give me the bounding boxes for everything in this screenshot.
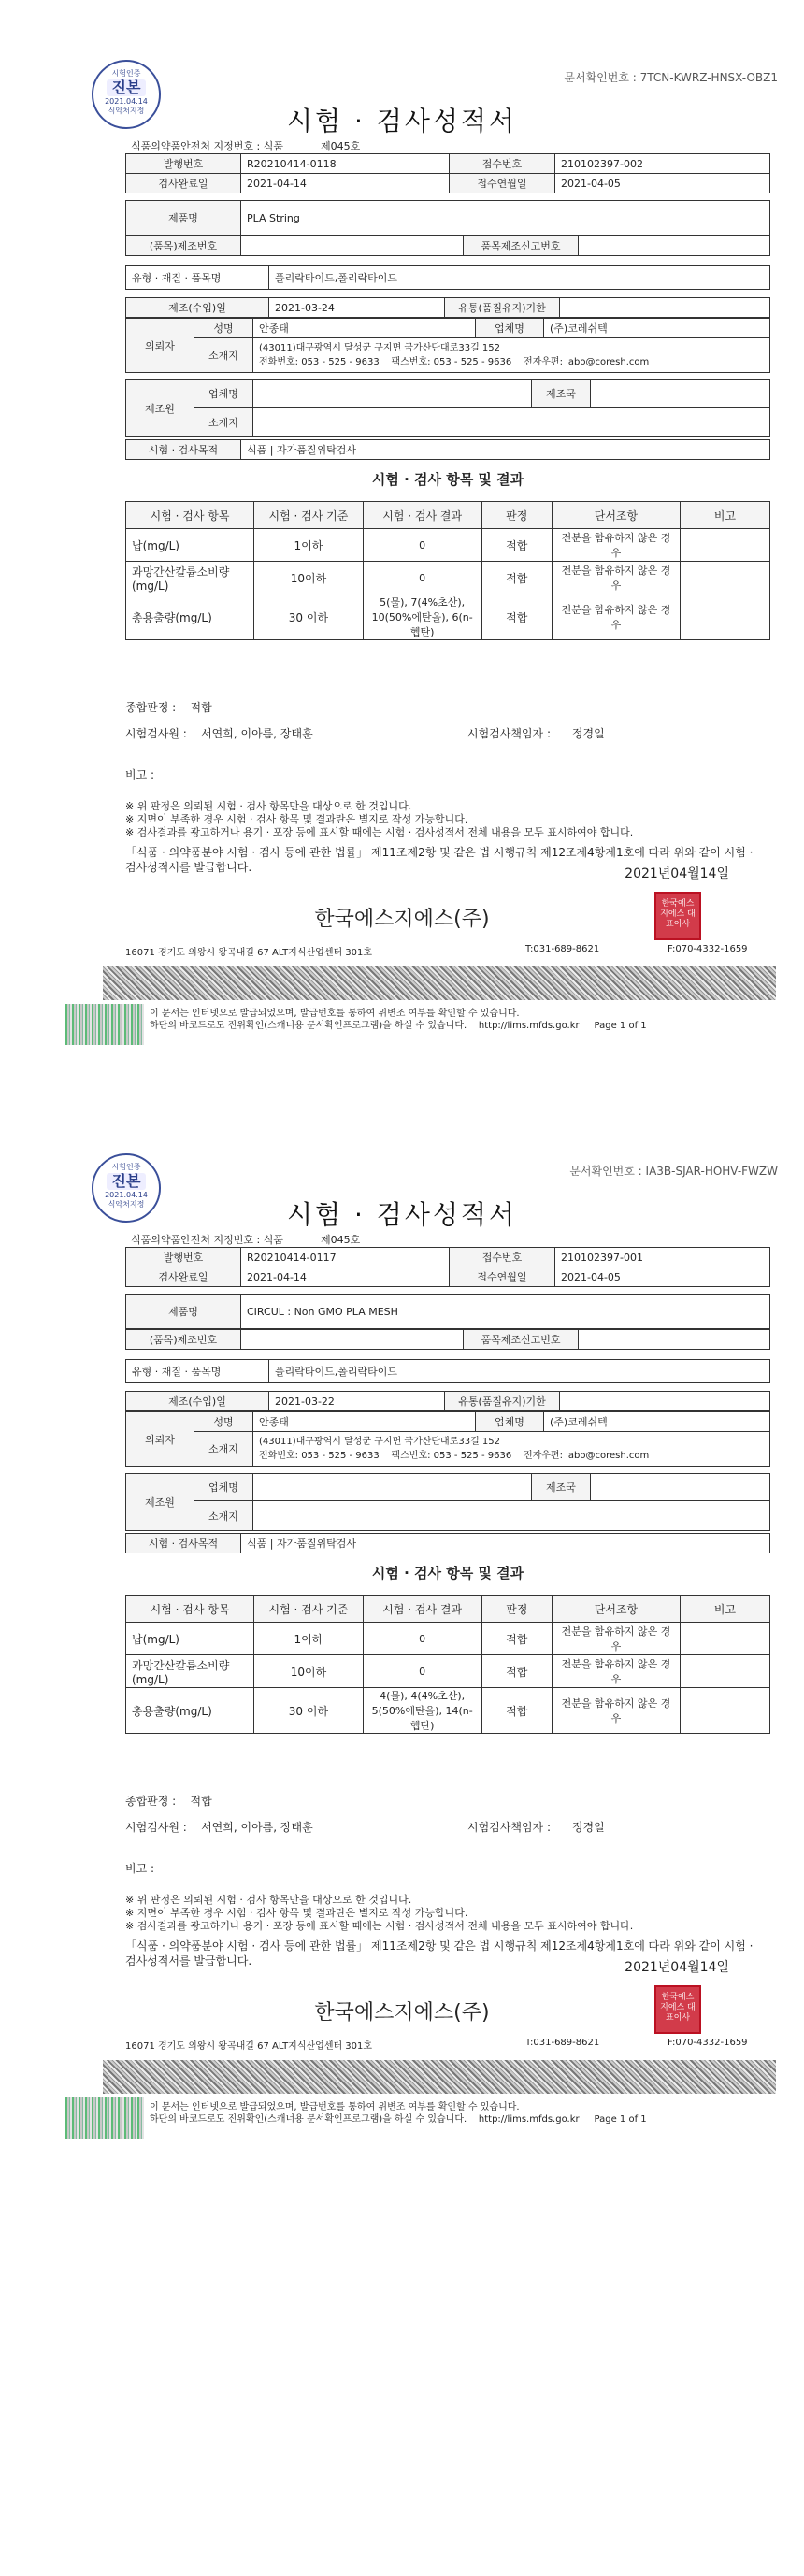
verification-notice: 이 문서는 인터넷으로 발급되었으며, 발급번호를 통하여 위변조 여부를 확인할 수 있습니다. 하단의 바코드로도 진위확인(스캐너용 문서확인프로그램)을 하실 수 있습니다. http://lims.mfds.go.kr Page 1 of 1 (150, 2102, 647, 2125)
results-cell-result: 5(물), 7(4%초산), 10(50%에탄올), 6(n-헵탄) (363, 594, 481, 640)
results-header-cell: 비고 (681, 502, 770, 529)
results-table (125, 1595, 770, 1734)
overall-judgment: 종합판정 : 적합 (125, 1795, 212, 1808)
results-title: 시험 · 검사 항목 및 결과 (371, 1565, 524, 1581)
notes: ※ 위 판정은 의뢰된 시험 · 검사 항목만을 대상으로 한 것입니다. ※ 지면이 부족한 경우 시험 · 검사 항목 및 결과란은 별지로 작성 가능합니다. ※ 검사결과를 광고하거나 용기 · 포장 등에 표시할 때에는 시험 · 검사성적서 전체 내용을 모두 표시하여야 합니다. (125, 1894, 634, 1932)
results-row (126, 1623, 770, 1655)
client-table: 의뢰자 성명 안종태 업체명 (주)코레쉬텍 소재지 (43011)대구광역시 달성군 구지면 국가산단대로33길 152 전화번호: 053 - 525 - 9633 팩스번호: 053 - 525 - 9636 전자우편: labo@coresh.com (125, 318, 770, 373)
verification-notice: 이 문서는 인터넷으로 발급되었으며, 발급번호를 통하여 위변조 여부를 확인할 수 있습니다. 하단의 바코드로도 진위확인(스캐너용 문서확인프로그램)을 하실 수 있습니다. http://lims.mfds.go.kr Page 1 of 1 (150, 1009, 647, 1031)
document-confirm-number: 문서확인번호 : IA3B-SJAR-HOHV-FWZW (569, 1165, 778, 1178)
results-row (126, 1688, 770, 1734)
results-cell-note (681, 562, 770, 594)
results-cell-note (681, 1655, 770, 1688)
results-cell-item: 과망간산칼륨소비량(mg/L) (126, 562, 254, 594)
results-cell-note (681, 1688, 770, 1734)
legal-statement: 「식품 · 의약품분야 시험 · 검사 등에 관한 법률」 제11조제2항 및 같은 법 시행규칙 제12조제4항제1호에 따라 위와 같이 시험 · 검사성적서를 발급합니다. (125, 846, 754, 874)
type-table: 유형 · 재질 · 품목명 폴리락타이드,폴리락타이드 (125, 265, 770, 290)
certificate-page-1: 문서확인번호 : 7TCN-KWRZ-HNSX-OBZ1 시험인증 진본 2021.04.14 식약처지정 시험 · 검사성적서 식품의약품안전처 지정번호 : 식품 제045호 발행번호 R20210414-0118 접수번호 210102397-002 검사완료일 2021-04-14 접수연월일 2021-04-05 제품명 PLA String (품목)제조번호 품목제조신고번호 유형 · 재질 · 품목명 폴리락타이드,폴리락타이드 제조(수입)일 2021-03-24 유통(품질유지)기한 의뢰자 성명 안종태 업체명 (주)코레쉬텍 소재지 (43011)대구광역시 달성군 구지면 국가산단대로33길 152 전화번호: 053 - 525 - 9633 팩스번호: 053 - 525 - 9636 전자우편: labo@coresh.com 제조원 업체명 제조국 소재지 시험 · 검사목적 식품 | 자가품질위탁검사 시험 · 검사 항목 및 결과 시험 · 검사 항목 시험 · 검사 기준 시험 · 검사 결과 판정 단서조항 비고 납(mg/L) 1이하 0 적합 전분을 함유하지 않은 경우 과망간산칼륨소비량(mg/L) 10이하 0 적합 전분을 함유하지 않은 경우 총용출량(mg/L) 30 이하 5(물), 7(4%초산), 10(50%에탄올), 6(n-헵탄) 적합 전분을 함유하지 않은 경우 종합판정 : 적합 시험검사원 : 서연희, 이아름, 장태훈 시험검사책임자 : 정경일 비고 : ※ 위 판정은 의뢰된 시험 · 검사 항목만을 대상으로 한 것입니다. ※ 지면이 부족한 경우 시험 · 검사 항목 및 결과란은 별지로 작성 가능합니다. ※ 검사결과를 광고하거나 용기 · 포장 등에 표시할 때에는 시험 · 검사성적서 전체 내용을 모두 표시하여야 합니다. 「식품 · 의약품분야 시험 · 검사 등에 관한 법률」 제11조제2항 및 같은 법 시행규칙 제12조제4항제1호에 따라 위와 같이 시험 · 검사성적서를 발급합니다. 2021년04월14일 한국에스지에스(주) 한국에스지에스 대표이사 16071 경기도 의왕시 왕곡내길 67 ALT지식산업센터 301호 T:031-689-8621 F:070-4332-1659 이 문서는 인터넷으로 발급되었으며, 발급번호를 통하여 위변조 여부를 확인할 수 있습니다. 하단의 바코드로도 진위확인(스캐너용 문서확인프로그램)을 하실 수 있습니다. http://lims.mfds.go.kr Page 1 of 1 (0, 0, 804, 1094)
results-cell-proviso: 전분을 함유하지 않은 경우 (552, 1655, 680, 1688)
results-cell-item: 납(mg/L) (126, 1623, 254, 1655)
authenticity-seal-icon: 시험인증 진본 2021.04.14 식약처지정 (92, 1153, 161, 1223)
results-cell-judge: 적합 (481, 529, 552, 562)
remarks: 비고 : (125, 1862, 155, 1875)
results-cell-judge: 적합 (481, 1688, 552, 1734)
designation-line: 식품의약품안전처 지정번호 : 식품 제045호 (131, 1234, 361, 1246)
results-cell-judge: 적합 (481, 1623, 552, 1655)
authenticity-seal-icon: 시험인증 진본 2021.04.14 식약처지정 (92, 60, 161, 129)
results-cell-std: 1이하 (254, 1623, 364, 1655)
verify-link[interactable]: http://lims.mfds.go.kr (478, 1021, 580, 1031)
type-table: 유형 · 재질 · 품목명 폴리락타이드,폴리락타이드 (125, 1359, 770, 1383)
results-row (126, 562, 770, 594)
results-row (126, 529, 770, 562)
testers: 시험검사원 : 서연희, 이아름, 장태훈 (125, 1821, 313, 1834)
results-cell-proviso: 전분을 함유하지 않은 경우 (552, 594, 680, 640)
results-header-cell: 시험 · 검사 결과 (363, 1596, 481, 1623)
product-table: 제품명 PLA String (125, 200, 770, 236)
results-header-cell: 비고 (681, 1596, 770, 1623)
results-cell-proviso: 전분을 함유하지 않은 경우 (552, 1623, 680, 1655)
info-table: 발행번호 R20210414-0118 접수번호 210102397-002 검사완료일 2021-04-14 접수연월일 2021-04-05 (125, 153, 770, 193)
results-cell-result: 4(물), 4(4%초산), 5(50%에탄올), 14(n-헵탄) (363, 1688, 481, 1734)
page-number: Page 1 of 1 (594, 1021, 647, 1031)
results-header-cell: 판정 (481, 1596, 552, 1623)
company-stamp-icon: 한국에스지에스 대표이사 (654, 892, 701, 940)
organization-name: 한국에스지에스(주) (314, 2001, 490, 2025)
results-header-cell: 단서조항 (552, 1596, 680, 1623)
purpose-table: 시험 · 검사목적 식품 | 자가품질위탁검사 (125, 1533, 770, 1553)
results-table (125, 501, 770, 640)
results-cell-std: 30 이하 (254, 1688, 364, 1734)
document-title: 시험 · 검사성적서 (286, 106, 518, 136)
issue-date: 2021년04월14일 (625, 1960, 729, 1975)
results-cell-std: 1이하 (254, 529, 364, 562)
results-cell-result: 0 (363, 562, 481, 594)
report-no-table: (품목)제조번호 품목제조신고번호 (125, 236, 770, 256)
results-cell-judge: 적합 (481, 594, 552, 640)
report-no-table: (품목)제조번호 품목제조신고번호 (125, 1329, 770, 1350)
info-table: 발행번호 R20210414-0117 접수번호 210102397-001 검사완료일 2021-04-14 접수연월일 2021-04-05 (125, 1247, 770, 1287)
results-cell-note (681, 594, 770, 640)
page-number: Page 1 of 1 (594, 2114, 647, 2125)
results-header-cell: 시험 · 검사 항목 (126, 502, 254, 529)
company-stamp-icon: 한국에스지에스 대표이사 (654, 1985, 701, 2034)
results-cell-item: 총용출량(mg/L) (126, 1688, 254, 1734)
results-header-cell: 판정 (481, 502, 552, 529)
security-barcode-icon (103, 966, 776, 1000)
results-row (126, 594, 770, 640)
results-header-cell: 시험 · 검사 기준 (254, 502, 364, 529)
overall-judgment: 종합판정 : 적합 (125, 701, 212, 714)
results-header-cell: 단서조항 (552, 502, 680, 529)
certificate-page-2: 문서확인번호 : IA3B-SJAR-HOHV-FWZW 시험인증 진본 2021.04.14 식약처지정 시험 · 검사성적서 식품의약품안전처 지정번호 : 식품 제045호 발행번호 R20210414-0117 접수번호 210102397-001 검사완료일 2021-04-14 접수연월일 2021-04-05 제품명 CIRCUL : Non GMO PLA MESH (품목)제조번호 품목제조신고번호 유형 · 재질 · 품목명 폴리락타이드,폴리락타이드 제조(수입)일 2021-03-22 유통(품질유지)기한 의뢰자 성명 안종태 업체명 (주)코레쉬텍 소재지 (43011)대구광역시 달성군 구지면 국가산단대로33길 152 전화번호: 053 - 525 - 9633 팩스번호: 053 - 525 - 9636 전자우편: labo@coresh.com 제조원 업체명 제조국 소재지 시험 · 검사목적 식품 | 자가품질위탁검사 시험 · 검사 항목 및 결과 시험 · 검사 항목 시험 · 검사 기준 시험 · 검사 결과 판정 단서조항 비고 납(mg/L) 1이하 0 적합 전분을 함유하지 않은 경우 과망간산칼륨소비량(mg/L) 10이하 0 적합 전분을 함유하지 않은 경우 총용출량(mg/L) 30 이하 4(물), 4(4%초산), 5(50%에탄올), 14(n-헵탄) 적합 전분을 함유하지 않은 경우 종합판정 : 적합 시험검사원 : 서연희, 이아름, 장태훈 시험검사책임자 : 정경일 비고 : ※ 위 판정은 의뢰된 시험 · 검사 항목만을 대상으로 한 것입니다. ※ 지면이 부족한 경우 시험 · 검사 항목 및 결과란은 별지로 작성 가능합니다. ※ 검사결과를 광고하거나 용기 · 포장 등에 표시할 때에는 시험 · 검사성적서 전체 내용을 모두 표시하여야 합니다. 「식품 · 의약품분야 시험 · 검사 등에 관한 법률」 제11조제2항 및 같은 법 시행규칙 제12조제4항제1호에 따라 위와 같이 시험 · 검사성적서를 발급합니다. 2021년04월14일 한국에스지에스(주) 한국에스지에스 대표이사 16071 경기도 의왕시 왕곡내길 67 ALT지식산업센터 301호 T:031-689-8621 F:070-4332-1659 이 문서는 인터넷으로 발급되었으며, 발급번호를 통하여 위변조 여부를 확인할 수 있습니다. 하단의 바코드로도 진위확인(스캐너용 문서확인프로그램)을 하실 수 있습니다. http://lims.mfds.go.kr Page 1 of 1 (0, 1094, 804, 2187)
issue-date: 2021년04월14일 (625, 866, 729, 881)
results-cell-std: 10이하 (254, 562, 364, 594)
mfg-table: 제조(수입)일 2021-03-24 유통(품질유지)기한 (125, 297, 770, 318)
maker-table: 제조원 업체명 제조국 소재지 (125, 1473, 770, 1531)
results-cell-proviso: 전분을 함유하지 않은 경우 (552, 562, 680, 594)
results-row (126, 1655, 770, 1688)
results-cell-item: 총용출량(mg/L) (126, 594, 254, 640)
results-header-cell: 시험 · 검사 결과 (363, 502, 481, 529)
results-cell-item: 과망간산칼륨소비량(mg/L) (126, 1655, 254, 1688)
legal-statement: 「식품 · 의약품분야 시험 · 검사 등에 관한 법률」 제11조제2항 및 같은 법 시행규칙 제12조제4항제1호에 따라 위와 같이 시험 · 검사성적서를 발급합니다. (125, 1939, 754, 1968)
maker-table: 제조원 업체명 제조국 소재지 (125, 379, 770, 437)
results-cell-proviso: 전분을 함유하지 않은 경우 (552, 1688, 680, 1734)
results-cell-note (681, 529, 770, 562)
test-manager: 시험검사책임자 : 정경일 (467, 1821, 605, 1834)
designation-line: 식품의약품안전처 지정번호 : 식품 제045호 (131, 140, 361, 152)
results-cell-proviso: 전분을 함유하지 않은 경우 (552, 529, 680, 562)
results-cell-std: 10이하 (254, 1655, 364, 1688)
results-cell-judge: 적합 (481, 1655, 552, 1688)
notes: ※ 위 판정은 의뢰된 시험 · 검사 항목만을 대상으로 한 것입니다. ※ 지면이 부족한 경우 시험 · 검사 항목 및 결과란은 별지로 작성 가능합니다. ※ 검사결과를 광고하거나 용기 · 포장 등에 표시할 때에는 시험 · 검사성적서 전체 내용을 모두 표시하여야 합니다. (125, 800, 634, 838)
document-title: 시험 · 검사성적서 (286, 1199, 518, 1230)
remarks: 비고 : (125, 768, 155, 781)
verify-link[interactable]: http://lims.mfds.go.kr (478, 2114, 580, 2125)
security-barcode-icon (103, 2060, 776, 2094)
testers: 시험검사원 : 서연희, 이아름, 장태훈 (125, 727, 313, 740)
results-cell-result: 0 (363, 1623, 481, 1655)
results-cell-std: 30 이하 (254, 594, 364, 640)
results-title: 시험 · 검사 항목 및 결과 (371, 471, 524, 488)
results-cell-item: 납(mg/L) (126, 529, 254, 562)
document-confirm-number: 문서확인번호 : 7TCN-KWRZ-HNSX-OBZ1 (564, 71, 778, 84)
results-header-cell: 시험 · 검사 항목 (126, 1596, 254, 1623)
results-cell-judge: 적합 (481, 562, 552, 594)
purpose-table: 시험 · 검사목적 식품 | 자가품질위탁검사 (125, 439, 770, 460)
results-cell-note (681, 1623, 770, 1655)
organization-name: 한국에스지에스(주) (314, 908, 490, 931)
results-cell-result: 0 (363, 529, 481, 562)
client-table: 의뢰자 성명 안종태 업체명 (주)코레쉬텍 소재지 (43011)대구광역시 달성군 구지면 국가산단대로33길 152 전화번호: 053 - 525 - 9633 팩스번호: 053 - 525 - 9636 전자우편: labo@coresh.com (125, 1411, 770, 1467)
results-cell-result: 0 (363, 1655, 481, 1688)
results-header-cell: 시험 · 검사 기준 (254, 1596, 364, 1623)
test-manager: 시험검사책임자 : 정경일 (467, 727, 605, 740)
product-table: 제품명 CIRCUL : Non GMO PLA MESH (125, 1294, 770, 1329)
mfg-table: 제조(수입)일 2021-03-22 유통(품질유지)기한 (125, 1391, 770, 1411)
